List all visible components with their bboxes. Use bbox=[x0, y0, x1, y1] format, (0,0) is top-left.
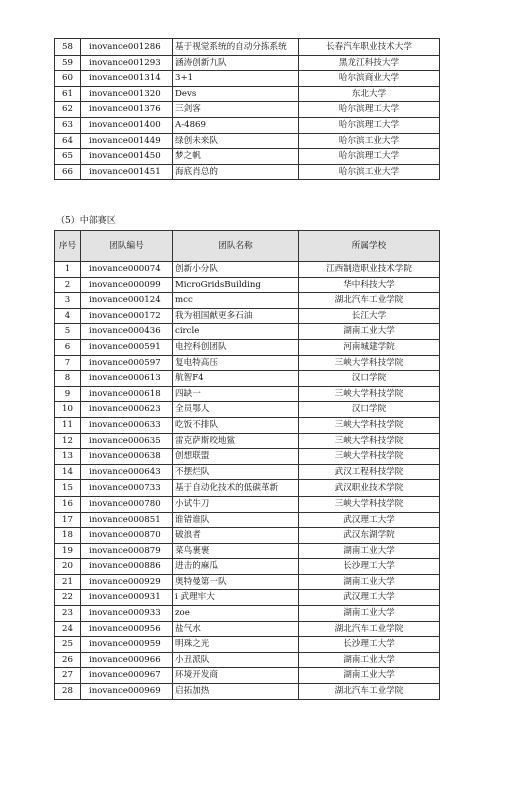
cell-team-id: inovance001449 bbox=[81, 133, 173, 149]
cell-seq-no: 19 bbox=[55, 543, 81, 559]
cell-team-name: 吃饭不排队 bbox=[173, 417, 299, 433]
cell-team-name: 小试牛刀 bbox=[173, 496, 299, 512]
header-seq-no: 序号 bbox=[55, 231, 81, 262]
table-row bbox=[55, 543, 440, 559]
cell-seq-no: 59 bbox=[55, 55, 81, 71]
cell-school: 湖南工业大学 bbox=[299, 324, 440, 340]
cell-team-id: inovance000780 bbox=[81, 496, 173, 512]
cell-seq-no: 2 bbox=[55, 277, 81, 293]
cell-school: 哈尔滨工业大学 bbox=[299, 164, 440, 180]
cell-team-name: 奥特曼第一队 bbox=[173, 574, 299, 590]
cell-team-name: 破浪者 bbox=[173, 528, 299, 544]
cell-seq-no: 65 bbox=[55, 149, 81, 165]
cell-seq-no: 22 bbox=[55, 590, 81, 606]
cell-seq-no: 62 bbox=[55, 102, 81, 118]
table-row bbox=[55, 433, 440, 449]
cell-team-name: 谁错谁队 bbox=[173, 512, 299, 528]
cell-team-name: 全员鄂人 bbox=[173, 402, 299, 418]
cell-seq-no: 63 bbox=[55, 117, 81, 133]
cell-seq-no: 1 bbox=[55, 262, 81, 278]
cell-school: 东北大学 bbox=[299, 86, 440, 102]
cell-school: 湖北汽车工业学院 bbox=[299, 621, 440, 637]
table-row bbox=[55, 164, 440, 180]
cell-school: 武汉理工大学 bbox=[299, 590, 440, 606]
cell-team-id: inovance000597 bbox=[81, 355, 173, 371]
cell-team-name: 复电特高压 bbox=[173, 355, 299, 371]
cell-team-name: 涵涛创新九队 bbox=[173, 55, 299, 71]
cell-seq-no: 66 bbox=[55, 164, 81, 180]
cell-team-name: 基于自动化技术的低碳革新 bbox=[173, 480, 299, 497]
cell-team-name: zoe bbox=[173, 606, 299, 622]
cell-school: 湖南工业大学 bbox=[299, 652, 440, 668]
table-row bbox=[55, 417, 440, 433]
table-row bbox=[55, 528, 440, 544]
cell-team-name: 三剑客 bbox=[173, 102, 299, 118]
northeast-region-table bbox=[54, 38, 440, 180]
cell-team-id: inovance000959 bbox=[81, 637, 173, 653]
cell-team-id: inovance000436 bbox=[81, 324, 173, 340]
table-row bbox=[55, 71, 440, 87]
cell-school: 三峡大学科技学院 bbox=[299, 355, 440, 371]
cell-team-id: inovance000733 bbox=[81, 480, 173, 497]
cell-seq-no: 21 bbox=[55, 574, 81, 590]
table-row bbox=[55, 117, 440, 133]
cell-school: 江西制造职业技术学院 bbox=[299, 262, 440, 278]
cell-team-id: inovance000613 bbox=[81, 371, 173, 387]
cell-team-name: 小丑派队 bbox=[173, 652, 299, 668]
cell-team-name: i 武理牢大 bbox=[173, 590, 299, 606]
cell-seq-no: 11 bbox=[55, 417, 81, 433]
header-team-name: 团队名称 bbox=[173, 231, 299, 262]
cell-team-id: inovance000591 bbox=[81, 339, 173, 355]
cell-seq-no: 20 bbox=[55, 559, 81, 575]
cell-team-name: 3+1 bbox=[173, 71, 299, 87]
cell-school: 武汉工程科技学院 bbox=[299, 464, 440, 480]
cell-team-id: inovance000886 bbox=[81, 559, 173, 575]
cell-team-id: inovance000956 bbox=[81, 621, 173, 637]
cell-school: 湖南工业大学 bbox=[299, 574, 440, 590]
cell-school: 长春汽车职业技术大学 bbox=[299, 39, 440, 56]
table-row bbox=[55, 262, 440, 278]
cell-seq-no: 4 bbox=[55, 308, 81, 324]
cell-seq-no: 15 bbox=[55, 480, 81, 497]
cell-seq-no: 26 bbox=[55, 652, 81, 668]
cell-school: 长沙理工大学 bbox=[299, 559, 440, 575]
cell-team-name: 创新小分队 bbox=[173, 262, 299, 278]
cell-school: 武汉东湖学院 bbox=[299, 528, 440, 544]
table-row bbox=[55, 86, 440, 102]
cell-seq-no: 9 bbox=[55, 386, 81, 402]
cell-school: 哈尔滨工业大学 bbox=[299, 133, 440, 149]
cell-seq-no: 27 bbox=[55, 668, 81, 684]
table-row bbox=[55, 355, 440, 371]
cell-team-id: inovance001450 bbox=[81, 149, 173, 165]
cell-team-id: inovance000638 bbox=[81, 449, 173, 465]
cell-team-id: inovance000643 bbox=[81, 464, 173, 480]
central-table-body bbox=[55, 262, 440, 700]
cell-team-name: circle bbox=[173, 324, 299, 340]
table-row bbox=[55, 149, 440, 165]
cell-team-name: 基于视觉系统的自动分拣系统 bbox=[173, 39, 299, 56]
cell-school: 哈尔滨商业大学 bbox=[299, 71, 440, 87]
cell-school: 长江大学 bbox=[299, 308, 440, 324]
table-header-row bbox=[55, 231, 440, 262]
cell-team-id: inovance000099 bbox=[81, 277, 173, 293]
cell-team-name: 进击的麻瓜 bbox=[173, 559, 299, 575]
cell-school: 湖南工业大学 bbox=[299, 606, 440, 622]
cell-school: 三峡大学科技学院 bbox=[299, 433, 440, 449]
table-row bbox=[55, 55, 440, 71]
cell-team-name: A-4869 bbox=[173, 117, 299, 133]
table-row bbox=[55, 324, 440, 340]
cell-team-name: mcc bbox=[173, 293, 299, 309]
northeast-table-body bbox=[55, 39, 440, 180]
table-row bbox=[55, 652, 440, 668]
table-row bbox=[55, 102, 440, 118]
cell-school: 华中科技大学 bbox=[299, 277, 440, 293]
cell-school: 哈尔滨理工大学 bbox=[299, 102, 440, 118]
cell-team-name: 环境开发商 bbox=[173, 668, 299, 684]
cell-team-name: 梦之帆 bbox=[173, 149, 299, 165]
table-row bbox=[55, 293, 440, 309]
table-row bbox=[55, 480, 440, 497]
table-row bbox=[55, 308, 440, 324]
cell-team-id: inovance000879 bbox=[81, 543, 173, 559]
cell-team-name: 明珠之光 bbox=[173, 637, 299, 653]
table-row bbox=[55, 402, 440, 418]
cell-team-id: inovance000124 bbox=[81, 293, 173, 309]
cell-seq-no: 10 bbox=[55, 402, 81, 418]
cell-team-id: inovance000870 bbox=[81, 528, 173, 544]
cell-team-id: inovance001314 bbox=[81, 71, 173, 87]
cell-school: 湖南工业大学 bbox=[299, 543, 440, 559]
cell-seq-no: 14 bbox=[55, 464, 81, 480]
cell-team-id: inovance000074 bbox=[81, 262, 173, 278]
cell-team-id: inovance001293 bbox=[81, 55, 173, 71]
cell-team-name: 启拓加热 bbox=[173, 684, 299, 700]
cell-team-id: inovance000172 bbox=[81, 308, 173, 324]
cell-seq-no: 64 bbox=[55, 133, 81, 149]
cell-school: 汉口学院 bbox=[299, 371, 440, 387]
table-row bbox=[55, 574, 440, 590]
cell-team-name: 盐气水 bbox=[173, 621, 299, 637]
cell-team-name: 菜鸟裹裹 bbox=[173, 543, 299, 559]
cell-team-id: inovance000623 bbox=[81, 402, 173, 418]
cell-school: 三峡大学科技学院 bbox=[299, 496, 440, 512]
cell-team-id: inovance000966 bbox=[81, 652, 173, 668]
cell-team-id: inovance000633 bbox=[81, 417, 173, 433]
cell-seq-no: 6 bbox=[55, 339, 81, 355]
cell-team-name: 雷克萨斯咬地鲨 bbox=[173, 433, 299, 449]
cell-school: 三峡大学科技学院 bbox=[299, 449, 440, 465]
table-row bbox=[55, 39, 440, 56]
cell-team-id: inovance000967 bbox=[81, 668, 173, 684]
cell-seq-no: 7 bbox=[55, 355, 81, 371]
cell-team-id: inovance000929 bbox=[81, 574, 173, 590]
cell-school: 湖南工业大学 bbox=[299, 668, 440, 684]
table-row bbox=[55, 637, 440, 653]
cell-school: 哈尔滨理工大学 bbox=[299, 117, 440, 133]
cell-team-id: inovance001286 bbox=[81, 39, 173, 56]
cell-seq-no: 12 bbox=[55, 433, 81, 449]
cell-team-id: inovance000851 bbox=[81, 512, 173, 528]
table-row bbox=[55, 371, 440, 387]
cell-team-id: inovance001320 bbox=[81, 86, 173, 102]
cell-team-id: inovance000933 bbox=[81, 606, 173, 622]
cell-school: 武汉职业技术学院 bbox=[299, 480, 440, 497]
table-row bbox=[55, 496, 440, 512]
cell-school: 黑龙江科技大学 bbox=[299, 55, 440, 71]
cell-seq-no: 18 bbox=[55, 528, 81, 544]
cell-team-name: 不摆烂队 bbox=[173, 464, 299, 480]
header-team-id: 团队编号 bbox=[81, 231, 173, 262]
header-school: 所属学校 bbox=[299, 231, 440, 262]
central-region-table bbox=[54, 230, 440, 700]
cell-seq-no: 25 bbox=[55, 637, 81, 653]
cell-seq-no: 60 bbox=[55, 71, 81, 87]
cell-school: 三峡大学科技学院 bbox=[299, 386, 440, 402]
table-row bbox=[55, 386, 440, 402]
table-row bbox=[55, 512, 440, 528]
cell-seq-no: 17 bbox=[55, 512, 81, 528]
cell-team-name: MicroGridsBuilding bbox=[173, 277, 299, 293]
cell-school: 哈尔滨理工大学 bbox=[299, 149, 440, 165]
cell-team-name: 绿创未来队 bbox=[173, 133, 299, 149]
cell-team-id: inovance001400 bbox=[81, 117, 173, 133]
cell-seq-no: 58 bbox=[55, 39, 81, 56]
cell-team-id: inovance000969 bbox=[81, 684, 173, 700]
cell-team-id: inovance000931 bbox=[81, 590, 173, 606]
table-row bbox=[55, 606, 440, 622]
cell-seq-no: 23 bbox=[55, 606, 81, 622]
cell-seq-no: 5 bbox=[55, 324, 81, 340]
table-row bbox=[55, 277, 440, 293]
cell-team-id: inovance001376 bbox=[81, 102, 173, 118]
cell-seq-no: 8 bbox=[55, 371, 81, 387]
cell-team-id: inovance000618 bbox=[81, 386, 173, 402]
cell-team-name: 创想联盟 bbox=[173, 449, 299, 465]
cell-team-id: inovance000635 bbox=[81, 433, 173, 449]
cell-team-name: 电控科创团队 bbox=[173, 339, 299, 355]
cell-seq-no: 3 bbox=[55, 293, 81, 309]
cell-school: 长沙理工大学 bbox=[299, 637, 440, 653]
section-title-central-region: （5）中部赛区 bbox=[56, 216, 116, 226]
cell-team-name: Devs bbox=[173, 86, 299, 102]
cell-seq-no: 61 bbox=[55, 86, 81, 102]
cell-school: 河南城建学院 bbox=[299, 339, 440, 355]
cell-school: 湖北汽车工业学院 bbox=[299, 684, 440, 700]
table-row bbox=[55, 684, 440, 700]
cell-seq-no: 28 bbox=[55, 684, 81, 700]
cell-team-name: 我为祖国献更多石油 bbox=[173, 308, 299, 324]
table-row bbox=[55, 668, 440, 684]
cell-team-name: 海底肖总的 bbox=[173, 164, 299, 180]
cell-seq-no: 13 bbox=[55, 449, 81, 465]
cell-school: 三峡大学科技学院 bbox=[299, 417, 440, 433]
table-row bbox=[55, 339, 440, 355]
cell-school: 汉口学院 bbox=[299, 402, 440, 418]
cell-team-id: inovance001451 bbox=[81, 164, 173, 180]
cell-school: 武汉理工大学 bbox=[299, 512, 440, 528]
table-row bbox=[55, 464, 440, 480]
table-row bbox=[55, 133, 440, 149]
table-row bbox=[55, 559, 440, 575]
cell-team-name: 四缺一 bbox=[173, 386, 299, 402]
table-row bbox=[55, 590, 440, 606]
cell-seq-no: 16 bbox=[55, 496, 81, 512]
cell-team-name: 航智F4 bbox=[173, 371, 299, 387]
table-row bbox=[55, 621, 440, 637]
cell-school: 湖北汽车工业学院 bbox=[299, 293, 440, 309]
cell-seq-no: 24 bbox=[55, 621, 81, 637]
table-row bbox=[55, 449, 440, 465]
